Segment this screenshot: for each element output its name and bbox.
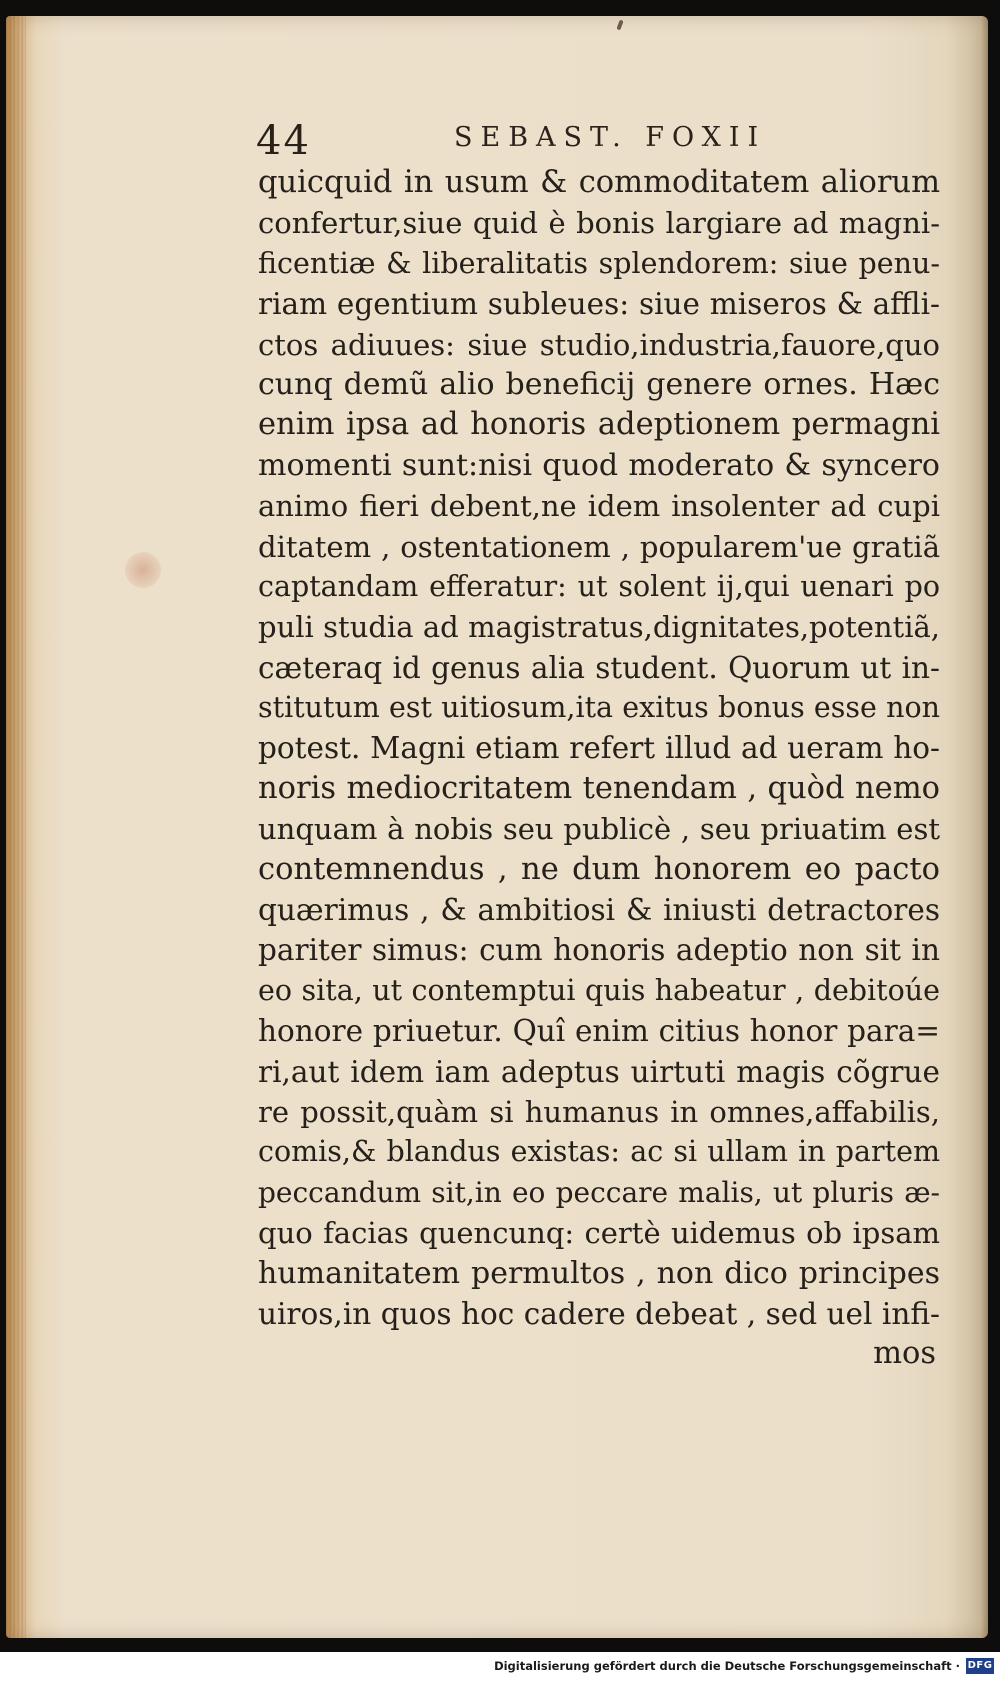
text-line: contemnendus , ne dum honorem eo pacto (258, 851, 940, 887)
page-edge-gilding (6, 16, 26, 1638)
digitization-footer (0, 1656, 1000, 1678)
text-line: potest. Magni etiam refert illud ad ueram ho- (258, 731, 940, 766)
text-line: animo fieri debent,ne idem insolenter ad cupi (258, 489, 940, 524)
text-line: quicquid in usum & commoditatem aliorum (258, 165, 940, 200)
text-line: eo sita, ut contemptui quis habeatur , debitoúe (258, 973, 940, 1007)
funding-notice: Digitalisierung gefördert durch die Deutsche Forschungsgemeinschaft · (494, 1659, 960, 1673)
text-line: confertur,siue quid è bonis largiare ad magni- (258, 206, 940, 241)
text-line: momenti sunt:nisi quod moderato & syncero (258, 447, 940, 483)
catchword: mos (873, 1336, 936, 1372)
page-header (256, 118, 936, 164)
text-line: enim ipsa ad honoris adeptionem permagni (258, 407, 940, 443)
text-line: honore priuetur. Quî enim citius honor para= (258, 1014, 940, 1049)
text-line: ficentiæ & liberalitatis splendorem: siue penu- (258, 246, 940, 280)
text-line: humanitatem permultos , non dico principes (258, 1255, 940, 1291)
text-line: cæteraq id genus alia student. Quorum ut in- (258, 650, 940, 685)
text-line: riam egentium subleues: siue miseros & affli- (258, 287, 940, 322)
text-line: puli studia ad magistratus,dignitates,potentiã, (258, 610, 940, 645)
body-text (258, 163, 940, 1374)
text-line: stitutum est uitiosum,ita exitus bonus esse non (258, 691, 940, 725)
text-line: ditatem , ostentationem , popularem'ue gratiã (258, 529, 940, 564)
text-line: re possit,quàm si humanus in omnes,affabilis, (258, 1094, 940, 1129)
running-head: SEBAST. FOXII (454, 122, 767, 153)
text-line: cunq demũ alio beneficij genere ornes. Hæc (258, 366, 940, 402)
text-line: ri,aut idem iam adeptus uirtuti magis cõgrue (258, 1054, 940, 1089)
paper-stain (125, 552, 161, 588)
text-line: ctos adiuues: siue studio,industria,fauore,quo (258, 327, 940, 362)
text-line: uiros,in quos hoc cadere debeat , sed uel infi- (258, 1296, 940, 1331)
text-line: comis,& blandus existas: ac si ullam in partem (258, 1135, 940, 1169)
text-line: quo facias quencunq: certè uidemus ob ipsam (258, 1216, 940, 1251)
text-line: peccandum sit,in eo peccare malis, ut pluris æ- (258, 1175, 940, 1209)
text-line: unquam à nobis seu publicè , seu priuatim est (258, 812, 940, 847)
page-number: 44 (256, 118, 311, 164)
text-line: pariter simus: cum honoris adeptio non sit in (258, 933, 940, 968)
text-line: quærimus , & ambitiosi & iniusti detractores (258, 893, 940, 928)
text-line: noris mediocritatem tenendam , quòd nemo (258, 770, 940, 806)
dfg-logo-icon: DFG (966, 1658, 994, 1674)
text-line: captandam efferatur: ut solent ij,qui uenari po (258, 569, 940, 603)
